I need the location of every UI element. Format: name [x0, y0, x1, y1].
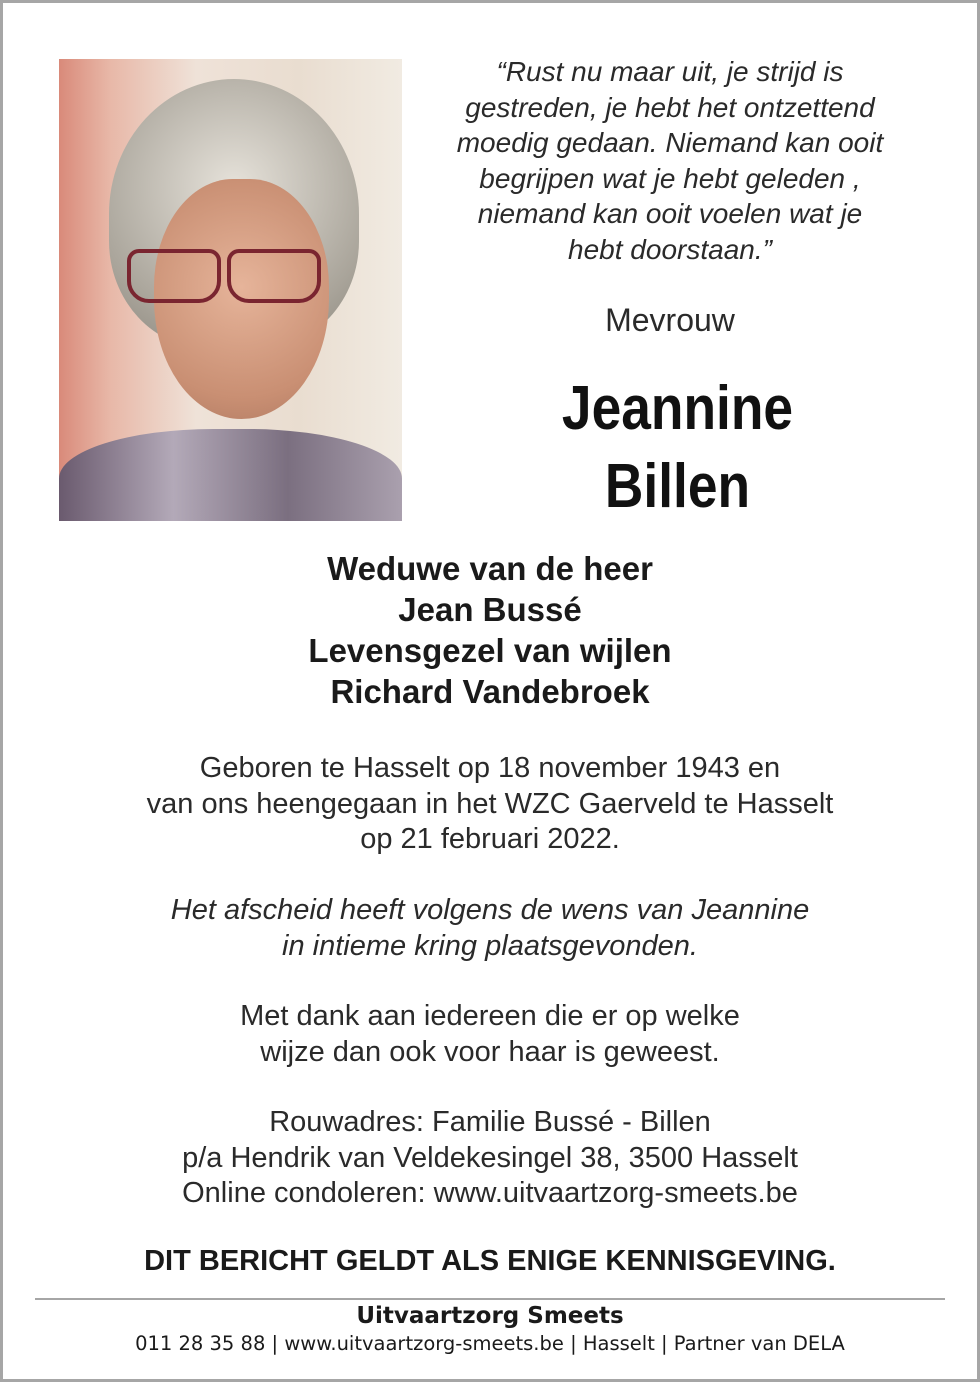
text-line: Met dank aan iedereen die er op welke [240, 1000, 740, 1032]
text-line: wijze dan ook voor haar is geweest. [260, 1035, 720, 1068]
relation-line: Jean Bussé [398, 591, 582, 628]
relations [0, 548, 980, 712]
thanks-text [0, 999, 980, 1070]
text-line: op 21 februari 2022. [360, 823, 620, 855]
quote-line: niemand kan ooit voelen wat je [477, 198, 863, 229]
quote [420, 54, 920, 267]
last-name: Billen [604, 452, 751, 521]
relation-line: Weduwe van de heer [327, 550, 653, 587]
relation-line: Levensgezel van wijlen [308, 632, 672, 669]
birth-death-text [0, 751, 980, 858]
relation-line: Richard Vandebroek [330, 673, 650, 710]
quote-line: gestreden, je hebt het ontzettend [465, 91, 875, 123]
first-name: Jeannine [561, 374, 794, 443]
honorific: Mevrouw [605, 302, 735, 338]
text-line: Geboren te Hasselt op 18 november 1943 en [199, 752, 781, 784]
portrait-photo [59, 59, 402, 521]
text-line: Het afscheid heeft volgens de wens van Jeannine [170, 894, 810, 926]
notice: DIT BERICHT GELDT ALS ENIGE KENNISGEVING. [144, 1245, 836, 1277]
address-text [0, 1105, 980, 1212]
text-line: van ons heengegaan in het WZC Gaerveld te Hasselt [146, 787, 834, 820]
footer-contact: 011 28 35 88 | www.uitvaartzorg-smeets.be | Hasselt | Partner van DELA [135, 1332, 845, 1355]
text-line: p/a Hendrik van Veldekesingel 38, 3500 Hasselt [182, 1141, 798, 1174]
quote-line: “Rust nu maar uit, je strijd is [496, 56, 844, 87]
text-line: in intieme kring plaatsgevonden. [282, 929, 698, 962]
farewell-text [0, 893, 980, 964]
footer-company: Uitvaartzorg Smeets [356, 1303, 624, 1329]
quote-line: moedig gedaan. Niemand kan ooit [456, 127, 884, 158]
divider [35, 1298, 945, 1300]
text-line: Online condoleren: www.uitvaartzorg-smeets.be [182, 1177, 798, 1209]
text-line: Rouwadres: Familie Bussé - Billen [269, 1106, 711, 1138]
deceased-name [456, 370, 899, 526]
quote-line: hebt doorstaan.” [568, 233, 772, 265]
quote-line: begrijpen wat je hebt geleden , [479, 162, 861, 194]
